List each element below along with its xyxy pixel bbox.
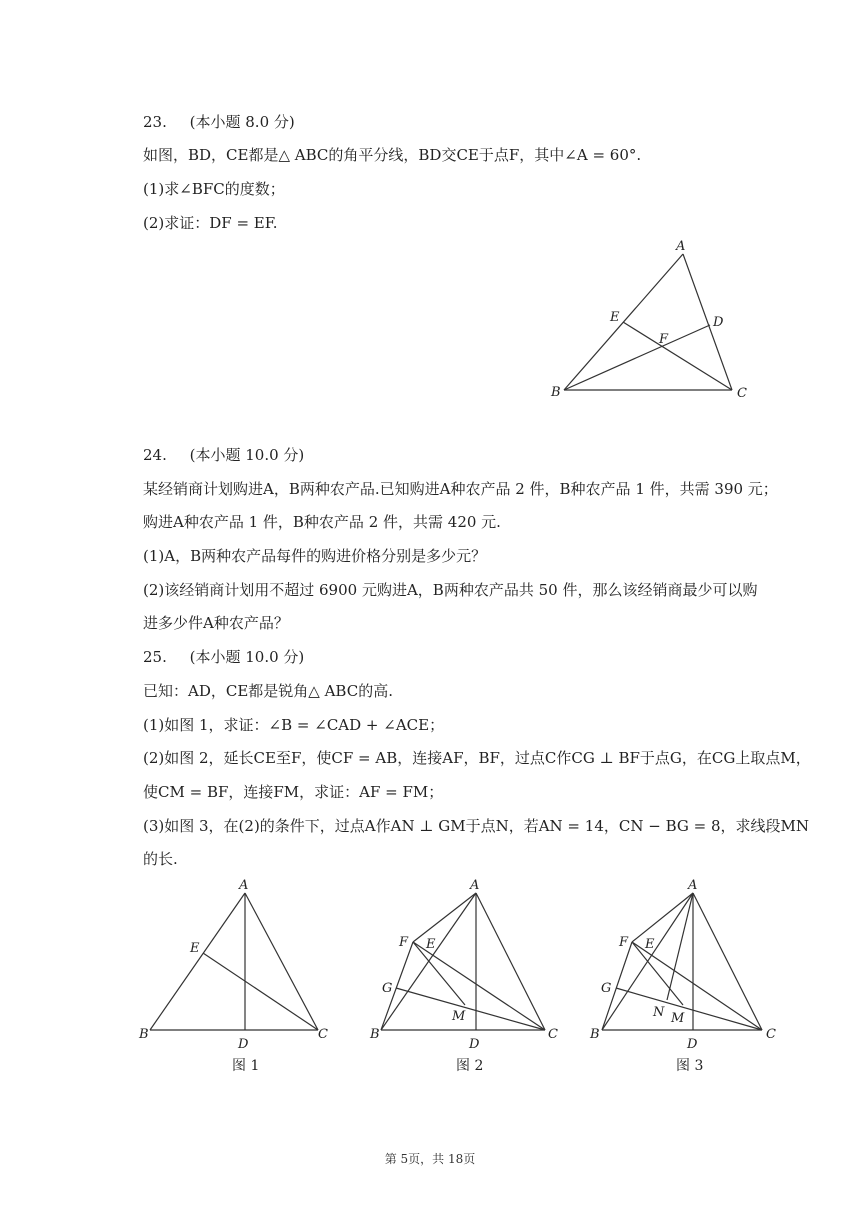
q24-stem-line2: 购进A种农产品 1 件，B种农产品 2 件，共需 420 元. (143, 513, 501, 531)
fig2-label-g: G (382, 981, 393, 996)
fig2-label-b: B (370, 1027, 380, 1042)
bisector-bd (564, 325, 710, 390)
fig3-label-b: B (590, 1027, 600, 1042)
q23-points: (本小题 8.0 分) (189, 113, 295, 131)
fig3-caption: 图 3 (676, 1058, 704, 1074)
fig3-label-d: D (687, 1037, 698, 1052)
side-ac (683, 254, 732, 390)
q25-points: (本小题 10.0 分) (189, 648, 305, 666)
q24-number: 24. (143, 446, 167, 464)
q24-part2-line1: (2)该经销商计划用不超过 6900 元购进A，B两种农产品共 50 件，那么该经销商最少可以购 (143, 581, 758, 599)
label-a: A (676, 239, 686, 254)
q25-part1: (1)如图 1，求证：∠B = ∠CAD + ∠ACE； (143, 716, 445, 734)
fig3-label-g: G (601, 981, 612, 996)
label-f: F (659, 332, 669, 347)
q23-number: 23. (143, 113, 167, 131)
q23-figure (540, 232, 760, 407)
fig3-label-f: F (619, 935, 629, 950)
fig1-label-d: D (238, 1037, 249, 1052)
q25-part2-line2: 使CM = BF，连接FM，求证：AF = FM； (143, 783, 444, 801)
fig1-label-e: E (190, 941, 200, 956)
q23-part1: (1)求∠BFC的度数； (143, 180, 285, 198)
label-d: D (713, 315, 724, 330)
fig3-label-e: E (645, 937, 655, 952)
fig1-label-b: B (139, 1027, 149, 1042)
fig1-label-c: C (318, 1027, 328, 1042)
q25-part3-line1: (3)如图 3，在(2)的条件下，过点A作AN ⊥ GM于点N，若AN = 14，CN − BG = 8，求线段MN (143, 817, 809, 835)
fig3-label-a: A (688, 878, 698, 893)
fig2-label-f: F (399, 935, 409, 950)
q25-number: 25. (143, 648, 167, 666)
q24-points: (本小题 10.0 分) (189, 446, 305, 464)
label-e: E (610, 310, 620, 325)
q23-header (143, 111, 295, 133)
label-b: B (551, 385, 561, 400)
q25-stem: 已知：AD，CE都是锐角△ ABC的高. (143, 682, 393, 700)
page-footer: 第 5页，共 18页 (384, 1152, 476, 1166)
fig3-label-c: C (766, 1027, 776, 1042)
fig2-label-a: A (470, 878, 480, 893)
q25-figure-1 (130, 872, 350, 1082)
fig1-caption: 图 1 (232, 1058, 260, 1074)
q24-part2-line2: 进多少件A种农产品？ (143, 614, 289, 632)
fig3-label-m: M (671, 1011, 685, 1026)
q25-figure-3 (585, 872, 785, 1082)
q25-part3-line2: 的长. (143, 850, 178, 868)
q24-header (143, 444, 304, 466)
q25-header (143, 646, 304, 668)
q23-part2: (2)求证：DF = EF. (143, 214, 278, 232)
fig2-label-d: D (469, 1037, 480, 1052)
q24-part1: (1)A，B两种农产品每件的购进价格分别是多少元？ (143, 547, 487, 565)
q23-stem: 如图，BD，CE都是△ ABC的角平分线，BD交CE于点F，其中∠A = 60°. (143, 146, 642, 164)
q24-stem-line1: 某经销商计划购进A，B两种农产品.已知购进A种农产品 2 件，B种农产品 1 件，共需 390 元； (143, 480, 778, 498)
fig2-label-m: M (452, 1009, 466, 1024)
fig2-caption: 图 2 (456, 1058, 484, 1074)
q25-figure-2 (365, 872, 575, 1082)
fig2-label-c: C (548, 1027, 558, 1042)
fig2-label-e: E (426, 937, 436, 952)
fig1-label-a: A (239, 878, 249, 893)
fig3-label-n: N (653, 1005, 665, 1020)
label-c: C (737, 386, 747, 401)
q25-part2-line1: (2)如图 2，延长CE至F，使CF = AB，连接AF，BF，过点C作CG ⊥ BF于点G，在CG上取点M， (143, 749, 811, 767)
